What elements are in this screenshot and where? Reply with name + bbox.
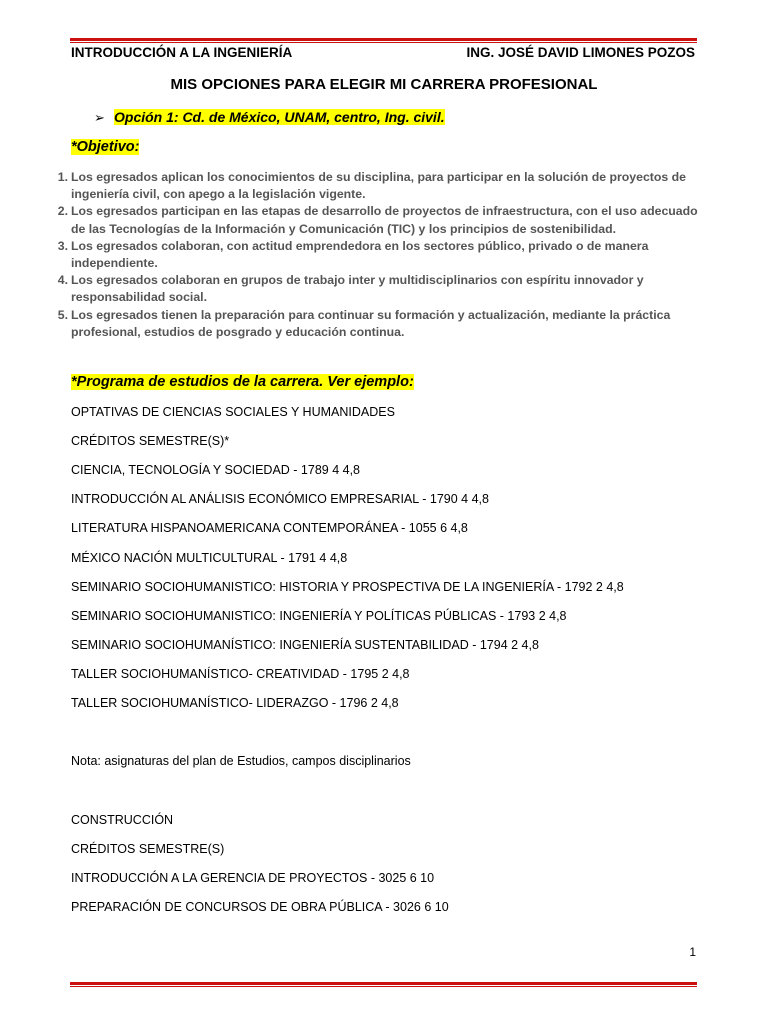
- column-headers: CRÉDITOS SEMESTRE(S): [71, 842, 225, 856]
- course-line: INTRODUCCIÓN AL ANÁLISIS ECONÓMICO EMPRESARIAL - 1790 4 4,8: [71, 492, 489, 506]
- section-title: OPTATIVAS DE CIENCIAS SOCIALES Y HUMANIDADES: [71, 405, 395, 419]
- list-item: 1. Los egresados aplican los conocimientos de su disciplina, para participar en la solución de proyectos de ingeniería civil, con apego a la legislación vigente.: [57, 170, 687, 202]
- course-line: INTRODUCCIÓN A LA GERENCIA DE PROYECTOS - 3025 6 10: [71, 871, 435, 885]
- objectives-list: [57, 169, 701, 341]
- document-title: MIS OPCIONES PARA ELEGIR MI CARRERA PROFESIONAL: [170, 76, 598, 93]
- course-line: SEMINARIO SOCIOHUMANÍSTICO: INGENIERÍA SUSTENTABILIDAD - 1794 2 4,8: [71, 638, 539, 652]
- option-text: Opción 1: Cd. de México, UNAM, centro, Ing. civil.: [114, 109, 445, 125]
- course-line: SEMINARIO SOCIOHUMANISTICO: INGENIERÍA Y POLÍTICAS PÚBLICAS - 1793 2 4,8: [71, 609, 567, 623]
- footer-rule: [70, 982, 697, 987]
- objective-heading: *Objetivo:: [71, 139, 140, 155]
- header-rule: [70, 38, 697, 43]
- note-line: Nota: asignaturas del plan de Estudios, campos disciplinarios: [71, 754, 411, 768]
- column-headers: CRÉDITOS SEMESTRE(S)*: [71, 434, 230, 448]
- course-line: PREPARACIÓN DE CONCURSOS DE OBRA PÚBLICA - 3026 6 10: [71, 900, 449, 914]
- course-line: CIENCIA, TECNOLOGÍA Y SOCIEDAD - 1789 4 4,8: [71, 463, 361, 477]
- option-line: [94, 109, 445, 126]
- program-heading: *Programa de estudios de la carrera. Ver ejemplo:: [71, 374, 414, 390]
- list-item: 5. Los egresados tienen la preparación para continuar su formación y actualización, mediante la práctica profesional, estudios de posgrado y educación continua.: [57, 307, 671, 339]
- page-number: 1: [689, 945, 696, 959]
- course-title: INTRODUCCIÓN A LA INGENIERÍA: [71, 45, 293, 60]
- list-item: 2. Los egresados participan en las etapas de desarrollo de proyectos de infraestructura, con el uso adecuado de las Tecnologías de la Información y Comunicación (TIC) y los principios de sostenibilidad.: [57, 204, 698, 236]
- course-line: SEMINARIO SOCIOHUMANISTICO: HISTORIA Y PROSPECTIVA DE LA INGENIERÍA - 1792 2 4,8: [71, 580, 624, 594]
- list-item: 4. Los egresados colaboran en grupos de trabajo inter y multidisciplinarios con espíritu innovador y responsabilidad social.: [57, 273, 644, 305]
- course-line: LITERATURA HISPANOAMERICANA CONTEMPORÁNEA - 1055 6 4,8: [71, 521, 468, 535]
- page-header: [71, 45, 695, 60]
- course-line: MÉXICO NACIÓN MULTICULTURAL - 1791 4 4,8: [71, 551, 348, 565]
- section-title: CONSTRUCCIÓN: [71, 813, 174, 827]
- list-item: 3. Los egresados colaboran, con actitud emprendedora en los sectores público, privado o de manera independiente.: [57, 238, 649, 271]
- arrow-bullet-icon: ➢: [94, 110, 105, 125]
- author-name: ING. JOSÉ DAVID LIMONES POZOS: [466, 45, 695, 60]
- course-line: TALLER SOCIOHUMANÍSTICO- CREATIVIDAD - 1795 2 4,8: [71, 667, 410, 681]
- course-line: TALLER SOCIOHUMANÍSTICO- LIDERAZGO - 1796 2 4,8: [71, 696, 399, 710]
